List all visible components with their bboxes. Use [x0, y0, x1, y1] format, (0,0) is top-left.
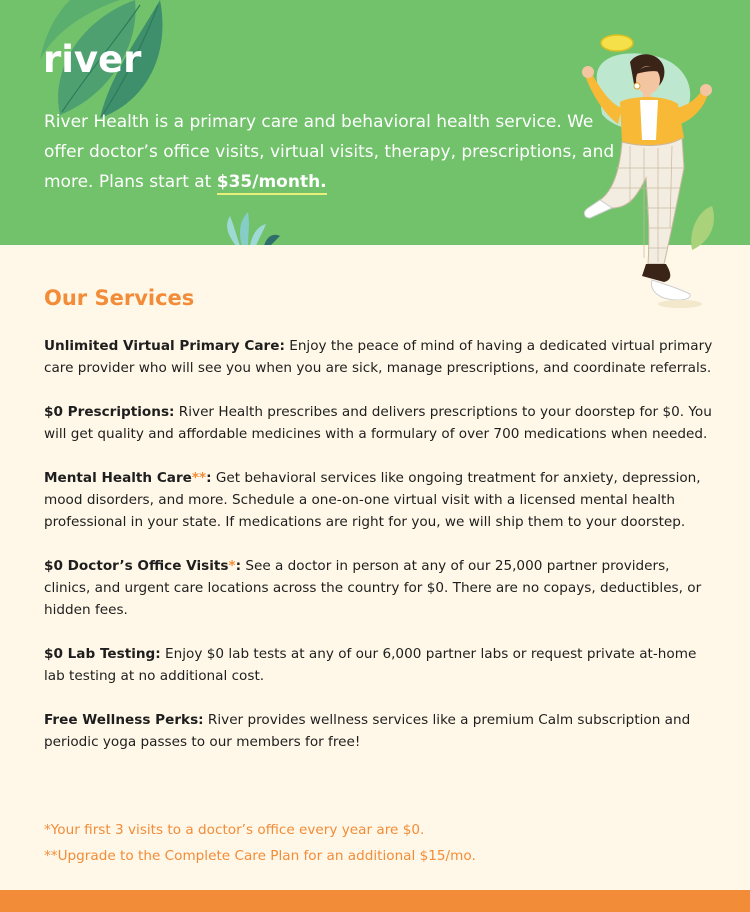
service-name: $0 Doctor’s Office Visits: [44, 558, 229, 574]
service-name: $0 Prescriptions:: [44, 404, 175, 420]
river-logo[interactable]: river: [43, 38, 142, 81]
service-description: See a doctor in person at any of our 25,000 partner providers, clinics, and urgent care locations across the country for $0. There are no copays, deductibles, or hidden fees.: [44, 558, 702, 618]
footnote-mark: **: [191, 470, 207, 486]
service-colon: :: [235, 558, 241, 574]
footnotes: [44, 817, 476, 869]
service-mental-health-care: [44, 467, 716, 533]
service-name: $0 Lab Testing:: [44, 646, 161, 662]
service-name: Mental Health Care: [44, 470, 192, 486]
plant-icon: [222, 210, 284, 245]
service-name: Unlimited Virtual Primary Care:: [44, 338, 285, 354]
service-virtual-primary-care: [44, 335, 716, 379]
service-wellness-perks: [44, 709, 716, 753]
halo-icon: [601, 35, 633, 51]
service-doctors-office-visits: [44, 555, 716, 621]
footnote-mark: *: [228, 558, 236, 574]
footnote-2: **Upgrade to the Complete Care Plan for an additional $15/mo.: [44, 848, 476, 864]
service-description: Enjoy $0 lab tests at any of our 6,000 partner labs or request private at-home lab testing at no additional cost.: [44, 646, 697, 684]
hero-intro-body: River Health is a primary care and behavioral health service. We offer doctor’s office visits, virtual visits, therapy, prescriptions, and more. Plans start at: [44, 112, 615, 192]
service-name: Free Wellness Perks:: [44, 712, 204, 728]
service-description: Get behavioral services like ongoing treatment for anxiety, depression, mood disorders, and more. Schedule a one-on-one virtual visit with a licensed mental health professional in your state. If medications are right for you, we will ship them to your doorstep.: [44, 470, 701, 530]
plan-price: $35/month.: [217, 172, 327, 195]
services-list: [44, 335, 716, 775]
services-title: Our Services: [44, 286, 195, 310]
service-description: River Health prescribes and delivers prescriptions to your doorstep for $0. You will get quality and affordable medicines with a formulary of over 700 medications when needed.: [44, 404, 712, 442]
service-lab-testing: [44, 643, 716, 687]
service-description: Enjoy the peace of mind of having a dedicated virtual primary care provider who will see you when you are sick, manage prescriptions, and coordinate referrals.: [44, 338, 713, 376]
cheering-person-illustration: [560, 28, 720, 310]
service-description: River provides wellness services like a premium Calm subscription and periodic yoga passes to our members for free!: [44, 712, 691, 750]
service-prescriptions: [44, 401, 716, 445]
hero-intro-text: [44, 107, 624, 197]
footnote-1: *Your first 3 visits to a doctor’s office every year are $0.: [44, 822, 425, 838]
service-colon: :: [206, 470, 212, 486]
footer-bar: [0, 890, 750, 912]
